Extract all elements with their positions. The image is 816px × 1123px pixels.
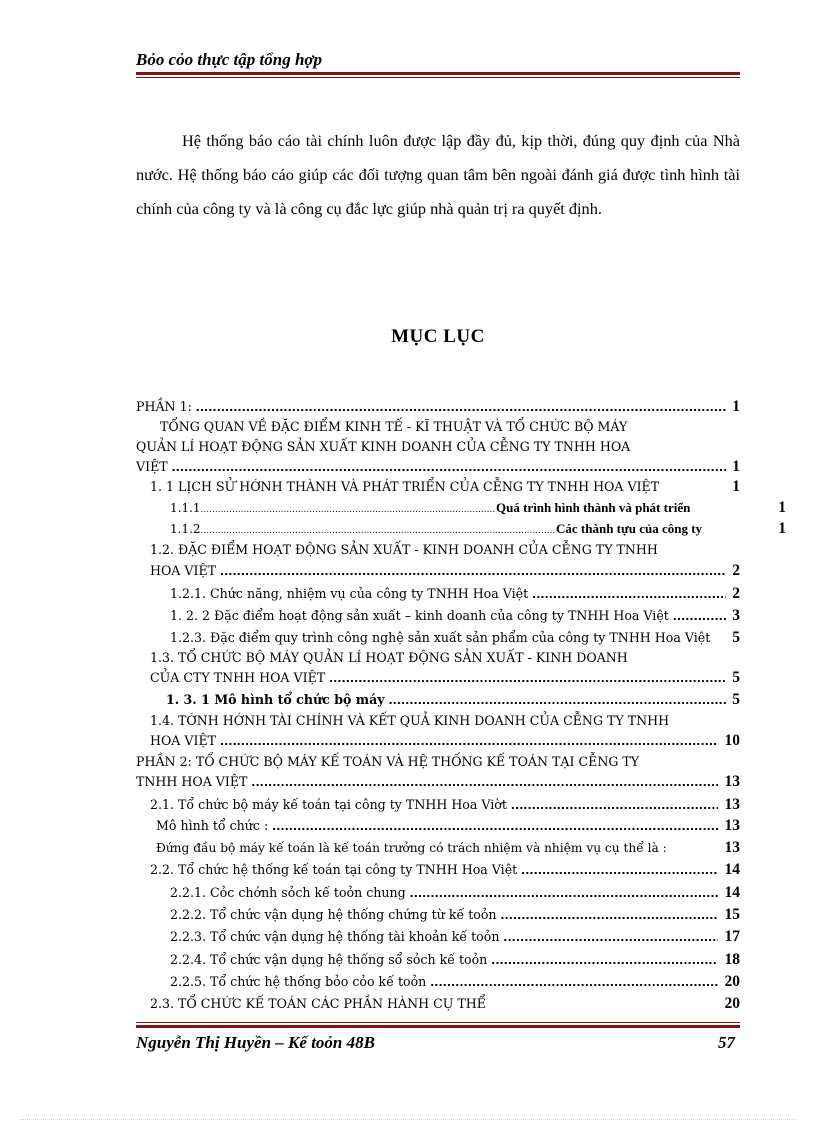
toc-page-number: 14	[724, 861, 740, 878]
header-title: Bỏo cỏo thực tập tổng hợp	[136, 50, 323, 69]
toc-page-number: 1	[732, 458, 740, 475]
toc-entry[interactable]: Mô hình tổ chức : .....	[156, 816, 718, 836]
toc-entry[interactable]: TỔNG QUAN VỀ ĐẶC ĐIỂM KINH TẾ - KĨ THUẬT VÀ TỔ CHỨC BỘ MÁY	[160, 419, 628, 434]
toc-entry[interactable]: VIỆT .....	[136, 457, 726, 477]
toc-entry[interactable]: 1. 1 LỊCH SỬ HỚNH THÀNH VÀ PHÁT TRIỂN CỦA CỄNG TY TNHH HOA VIỆT	[150, 479, 660, 494]
toc-entry[interactable]: 2.2.3. Tổ chức vận dụng hệ thống tài khoản kế toỏn .....	[170, 927, 718, 947]
toc-entry-title[interactable]: Các thành tựu của công ty	[556, 521, 703, 536]
toc-page-number: 13	[724, 796, 740, 813]
intro-paragraph: Hệ thống báo cáo tài chính luôn được lập đầy đủ, kịp thời, đúng quy định của Nhà nước. Hệ thống báo cáo giúp các đối tượng quan tâm bên ngoài đánh giá được tình hình tài chính của công ty và là công cụ đắc lực giúp nhà quản trị ra quyết định.	[136, 131, 740, 218]
footer-author: Nguyễn Thị Huyền – Kế toỏn 48B	[136, 1033, 375, 1052]
toc-entry[interactable]: 1.2.1. Chức năng, nhiệm vụ của công ty TNHH Hoa Việt .....	[170, 584, 726, 604]
toc-page-number: 13	[724, 773, 740, 790]
toc-entry[interactable]: PHẦN 1: .....	[136, 397, 726, 417]
toc-page-number: 10	[724, 732, 740, 749]
toc-page-number: 20	[724, 995, 740, 1012]
toc-page-number: 13	[724, 817, 740, 834]
toc-page-number: 18	[724, 951, 740, 968]
toc-entry[interactable]: 1.1.1 .....	[170, 498, 496, 518]
footer-rule-thin	[136, 1022, 740, 1023]
toc-title: MỤC LỤC	[391, 326, 485, 347]
toc-entry[interactable]: 2.2.1. Cỏc chớnh sỏch kế toỏn chung .....	[170, 883, 718, 903]
toc-entry[interactable]: CỦA CTY TNHH HOA VIỆT .....	[150, 668, 726, 688]
toc-entry[interactable]: Đứng đầu bộ máy kế toán là kế toán trưởng có trách nhiệm và nhiệm vụ cụ thể là :	[156, 841, 667, 855]
toc-entry[interactable]: 2.3. TỔ CHỨC KẾ TOÁN CÁC PHẦN HÀNH CỤ THỂ	[150, 996, 486, 1011]
toc-entry[interactable]: HOA VIỆT .....	[150, 561, 726, 581]
toc-entry[interactable]: 1. 2. 2 Đặc điểm hoạt động sản xuất – kinh doanh của công ty TNHH Hoa Việt .....	[170, 606, 726, 626]
footer-rule-thick	[136, 1025, 740, 1028]
toc-page-number: 3	[732, 607, 740, 624]
toc-page-number: 2	[732, 585, 740, 602]
toc-page-number: 15	[724, 906, 740, 923]
toc-entry[interactable]: 2.2.4. Tổ chức vận dụng hệ thống sổ sỏch kế toỏn .....	[170, 950, 718, 970]
toc-entry[interactable]: 1.2. ĐẶC ĐIỂM HOẠT ĐỘNG SẢN XUẤT - KINH DOANH CỦA CỄNG TY TNHH	[150, 542, 658, 557]
toc-page-number: 13	[724, 839, 740, 856]
toc-page-number: 1	[732, 398, 740, 415]
toc-page-number: 5	[732, 629, 740, 646]
toc-entry[interactable]: QUẢN LÍ HOẠT ĐỘNG SẢN XUẤT KINH DOANH CỦA CỄNG TY TNHH HOA	[136, 439, 631, 454]
toc-entry[interactable]: 2.2.5. Tổ chức hệ thống bỏo cỏo kế toỏn .....	[170, 972, 718, 992]
toc-entry[interactable]: 1.4. TỚNH HỚNH TÀI CHÍNH VÀ KẾT QUẢ KINH DOANH CỦA CỄNG TY TNHH	[150, 713, 670, 728]
toc-entry[interactable]: 1.2.3. Đặc điểm quy trình công nghệ sản xuất sản phẩm của công ty TNHH Hoa Việt	[170, 630, 711, 645]
toc-entry[interactable]: 1.3. TỔ CHỨC BỘ MÁY QUẢN LÍ HOẠT ĐỘNG SẢN XUẤT - KINH DOANH	[150, 650, 628, 665]
toc-page-number: 1	[732, 478, 740, 495]
toc-entry[interactable]: 1. 3. 1 Mô hình tổ chức bộ máy .....	[166, 690, 726, 710]
toc-page-number: 14	[724, 884, 740, 901]
page-edge-divider	[20, 1119, 796, 1120]
toc-entry-title[interactable]: Quá trình hình thành và phát triển	[496, 500, 691, 515]
toc-entry[interactable]: 2.2. Tổ chức hệ thống kế toán tại công ty TNHH Hoa Việt .....	[150, 860, 718, 880]
toc-page-number: 2	[732, 562, 740, 579]
toc-page-number: 20	[724, 973, 740, 990]
toc-page-number: 1	[778, 499, 786, 516]
toc-entry[interactable]: TNHH HOA VIỆT .....	[136, 772, 718, 792]
toc-page-number: 17	[724, 928, 740, 945]
toc-entry[interactable]: 1.1.2 .....	[170, 519, 556, 539]
toc-page-number: 1	[778, 520, 786, 537]
toc-entry[interactable]: 2.2.2. Tổ chức vận dụng hệ thống chứng từ kế toỏn .....	[170, 905, 718, 925]
toc-page-number: 5	[732, 669, 740, 686]
toc-entry[interactable]: HOA VIỆT .....	[150, 731, 718, 751]
toc-entry[interactable]: 2.1. Tổ chức bộ máy kế toán tại công ty TNHH Hoa Viờt .....	[150, 795, 718, 815]
toc-entry[interactable]: PHẦN 2: TỔ CHỨC BỘ MÁY KẾ TOÁN VÀ HỆ THỐNG KẾ TOÁN TẠI CỄNG TY	[136, 754, 640, 769]
footer-page-number: 57	[718, 1033, 735, 1052]
toc-page-number: 5	[732, 691, 740, 708]
